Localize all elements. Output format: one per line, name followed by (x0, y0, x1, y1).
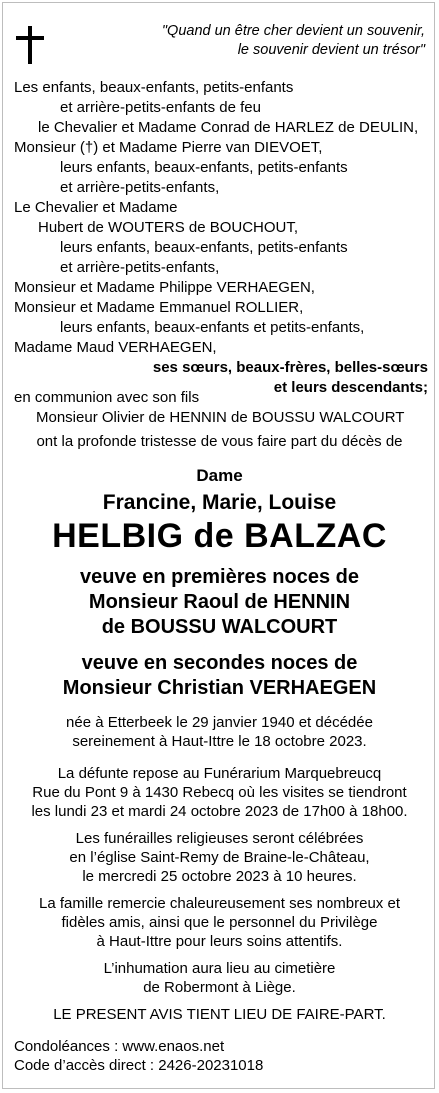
widow1-line-3: de BOUSSU WALCOURT (101, 616, 338, 638)
family-line: et arrière-petits-enfants de feu (60, 99, 261, 116)
widow2-line-1: veuve en secondes noces de (81, 652, 358, 674)
epigraph-quote (125, 22, 425, 60)
communion-line-1: en communion avec son fils (14, 389, 200, 406)
condolences-line: Condoléances : www.enaos.net (14, 1038, 225, 1055)
communion-line-2: Monsieur Olivier de HENNIN de BOUSSU WALCOURT (36, 409, 405, 426)
deceased-surname: HELBIG de BALZAC (52, 517, 387, 555)
access-code-line: Code d’accès direct : 2426-20231018 (14, 1057, 264, 1074)
widow2-line-2: Monsieur Christian VERHAEGEN (62, 677, 377, 699)
quote-line-1: "Quand un être cher devient un souvenir, (161, 23, 425, 39)
thanks-line-2: fidèles amis, ainsi que le personnel du Privilège (61, 914, 378, 931)
family-line: Madame Maud VERHAEGEN, (14, 339, 217, 356)
visit-line-1: La défunte repose au Funérarium Marquebreucq (57, 765, 382, 782)
family-line: leurs enfants, beaux-enfants, petits-enfants (60, 159, 348, 176)
family-line: et arrière-petits-enfants, (60, 179, 220, 196)
birth-death-line-1: née à Etterbeek le 29 janvier 1940 et décédée (66, 714, 373, 731)
family-list (14, 78, 429, 398)
siblings-line-1: ses sœurs, beaux-frères, belles-sœurs (152, 359, 428, 376)
family-line: Monsieur et Madame Emmanuel ROLLIER, (14, 299, 304, 316)
family-line: Monsieur (†) et Madame Pierre van DIEVOET, (14, 139, 323, 156)
widow1-line-1: veuve en premières noces de (79, 566, 360, 588)
family-line: leurs enfants, beaux-enfants, petits-enfants (60, 239, 348, 256)
family-line: Hubert de WOUTERS de BOUCHOUT, (38, 219, 299, 236)
widow1-line-2: Monsieur Raoul de HENNIN (88, 591, 351, 613)
family-line: Monsieur et Madame Philippe VERHAEGEN, (14, 279, 315, 296)
cross-icon (16, 26, 44, 64)
funeral-line-3: le mercredi 25 octobre 2023 à 10 heures. (82, 868, 357, 885)
deceased-given-names: Francine, Marie, Louise (102, 491, 337, 514)
visit-line-3: les lundi 23 et mardi 24 octobre 2023 de 17h00 à 18h00. (31, 803, 408, 820)
quote-line-2: le souvenir devient un trésor" (237, 42, 425, 58)
burial-line-2: de Robermont à Liège. (143, 979, 296, 996)
visit-line-2: Rue du Pont 9 à 1430 Rebecq où les visites se tiendront (32, 784, 407, 801)
family-line: le Chevalier et Madame Conrad de HARLEZ de DEULIN, (38, 119, 419, 136)
birth-death-line-2: sereinement à Haut-Ittre le 18 octobre 2023. (72, 733, 367, 750)
communion-block (14, 388, 429, 428)
funeral-line-2: en l’église Saint-Remy de Braine-le-Château, (69, 849, 370, 866)
family-line: Le Chevalier et Madame (14, 199, 178, 216)
notice-line: LE PRESENT AVIS TIENT LIEU DE FAIRE-PART. (53, 1006, 386, 1023)
family-line: Les enfants, beaux-enfants, petits-enfants (14, 79, 294, 96)
funeral-line-1: Les funérailles religieuses seront célébrées (75, 830, 364, 847)
family-line: et arrière-petits-enfants, (60, 259, 220, 276)
thanks-line-3: à Haut-Ittre pour leurs soins attentifs. (96, 933, 343, 950)
deceased-title: Dame (196, 466, 243, 485)
siblings-line-2: et leurs descendants; (273, 379, 428, 396)
thanks-line-1: La famille remercie chaleureusement ses nombreux et (38, 895, 400, 912)
announcement-line: ont la profonde tristesse de vous faire part du décès de (36, 433, 403, 450)
family-line: leurs enfants, beaux-enfants et petits-enfants, (60, 319, 365, 336)
burial-line-1: L’inhumation aura lieu au cimetière (103, 960, 336, 977)
